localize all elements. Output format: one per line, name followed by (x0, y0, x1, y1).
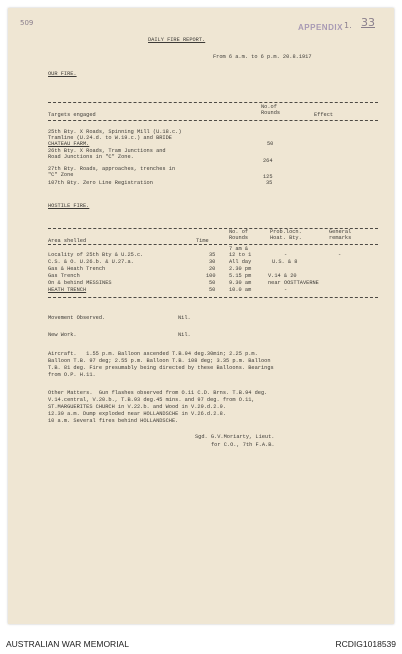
prob-cell: V.14 & 20 (268, 273, 297, 279)
aircraft-line: from O.P. H.11. (48, 372, 96, 378)
time-cell: 30 (209, 259, 216, 265)
signature: Sgd. G.V.Moriarty, Lieut. (195, 434, 275, 440)
time-cell: 50 (209, 280, 216, 286)
area-cell: C.S. & O. U.26.b. & U.27.a. (48, 259, 134, 265)
other-matters-line: ST.MARGUERITES CHURCH in V.22.b. and Wood in V.29.d.2.9. (48, 404, 227, 410)
prob-cell: U.S. & 8 (272, 259, 298, 265)
area-header: Area shelled (48, 238, 87, 244)
time-cell: 100 (206, 273, 216, 279)
rounds-value: 50 (267, 141, 274, 147)
effect-header: Effect (314, 112, 334, 118)
prob-header-1: Prob.locn. (270, 229, 302, 235)
targets-header: Targets engaged (48, 112, 96, 118)
appendix-stamp: APPENDIX (298, 23, 343, 32)
rounds-header-2: Rounds (261, 110, 281, 116)
rounds-header-1: No. of (229, 229, 249, 235)
prob-cell: - (284, 252, 288, 258)
new-work-value: Nil. (178, 332, 191, 338)
rounds-cell: 9.30 am (229, 280, 252, 286)
target-line: 25th Bty. X Roads, Spinning Mill (U.18.c.) (48, 129, 182, 135)
appendix-number: 1. (344, 21, 352, 30)
prob-header-2: Hoat. Bty. (270, 235, 302, 241)
table-rule (48, 120, 378, 121)
area-cell: Gas Trench (48, 273, 80, 279)
report-title: DAILY FIRE REPORT. (148, 37, 206, 43)
aircraft-line: Balloon T.B. 97 deg; 2.55 p.m. Balloon T.B. 108 deg; 3.35 p.m. Balloon (48, 358, 271, 364)
movement-label: Movement Observed. (48, 315, 106, 321)
rounds-cell: 5.15 pm (229, 273, 252, 279)
rounds-header-1: No.of (261, 104, 277, 110)
document-page (8, 8, 394, 624)
prob-cell: - (284, 287, 288, 293)
general-header-2: remarks (329, 235, 352, 241)
area-cell: Locality of 25th Bty & U.25.c. (48, 252, 144, 258)
target-line: CHATEAU FARM. (48, 141, 90, 147)
table-rule (48, 102, 378, 103)
rounds-cell: 7 am & (229, 246, 249, 252)
time-header: Time (196, 238, 209, 244)
archive-name: AUSTRALIAN WAR MEMORIAL (6, 639, 129, 649)
archive-footer (0, 636, 402, 654)
report-period: From 6 a.m. to 6 p.m. 20.8.1917 (213, 54, 312, 60)
general-header-1: General (329, 229, 352, 235)
archive-id: RCDIG1018539 (335, 639, 396, 649)
time-cell: 20 (209, 266, 216, 272)
rounds-cell: 2.30 pm (229, 266, 252, 272)
rounds-cell: 10.0 am (229, 287, 252, 293)
target-line: Tramline (U.24.d. to W.19.c.) and BRIDE (48, 135, 172, 141)
aircraft-line: Aircraft. 1.55 p.m. Balloon ascended T.B.94 deg.30min; 2.25 p.m. (48, 351, 258, 357)
area-cell: On & behind MESSINES (48, 280, 112, 286)
other-matters-line: 12.30 a.m. Dump exploded near HOLLANDSCHE in V.26.d.2.8. (48, 411, 227, 417)
our-fire-heading: OUR FIRE. (48, 71, 77, 77)
hostile-fire-heading: HOSTILE FIRE. (48, 203, 90, 209)
aircraft-line: T.B. 81 deg. Fire presumably being directed by these Balloons. Bearings (48, 365, 274, 371)
other-matters-line: Other Matters. Gun flashes observed from O.11 C.D. Brns. T.B.94 deg. (48, 390, 268, 396)
target-line: 26th Bty. X Roads, Tram Junctions and (48, 148, 166, 154)
area-cell: HEATH TRENCH (48, 287, 87, 293)
signature-for: for C.O., 7th F.A.B. (211, 442, 275, 448)
rounds-value: 264 (263, 158, 273, 164)
page-number: 509 (20, 19, 34, 27)
rounds-header-2: Rounds (229, 235, 249, 241)
time-cell: 50 (209, 287, 216, 293)
rounds-cell: 12 to 1 (229, 252, 252, 258)
table-rule (48, 244, 378, 245)
area-cell: Gas & Heath Trench (48, 266, 106, 272)
folio-number: 33 (361, 16, 375, 29)
new-work-label: New Work. (48, 332, 77, 338)
target-line: Road Junctions in "C" Zone. (48, 154, 134, 160)
rounds-cell: All day (229, 259, 252, 265)
prob-cell: near OOSTTAVERNE (268, 280, 319, 286)
movement-value: Nil. (178, 315, 191, 321)
general-cell: - (338, 252, 342, 258)
other-matters-line: 10 a.m. Several fires behind HOLLANDSCHE. (48, 418, 179, 424)
rounds-value: 35 (266, 180, 273, 186)
other-matters-line: V.14.central, V.20.b., T.B.93 deg.45 mins. and 97 deg. from O.11, (48, 397, 255, 403)
rounds-value: 125 (263, 174, 273, 180)
target-line: "C" Zone (48, 172, 74, 178)
target-line: 27th Bty. Roads, approaches, trenches in (48, 166, 176, 172)
time-cell: 35 (209, 252, 216, 258)
target-line: 107th Bty. Zero Line Registration (48, 180, 153, 186)
table-rule (48, 297, 378, 298)
